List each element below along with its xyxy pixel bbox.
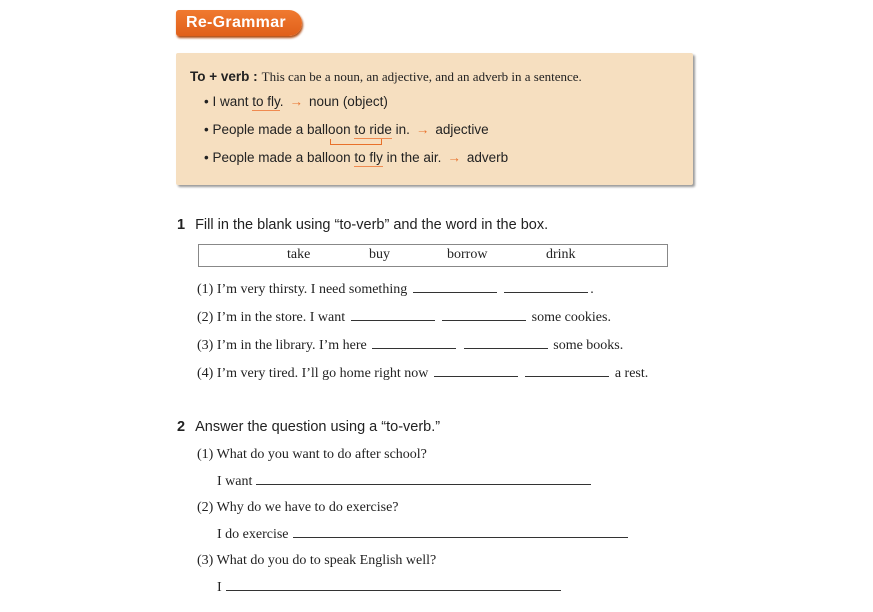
word: take <box>287 247 311 262</box>
example-role: adverb <box>466 150 509 165</box>
arrow-right-icon: → <box>289 94 304 109</box>
section1-heading <box>177 217 548 233</box>
answer-start: I <box>217 580 222 595</box>
question-text: (1) What do you want to do after school? <box>197 447 427 462</box>
example-noun <box>204 94 388 109</box>
item-text: (3) I’m in the library. I’m here <box>197 338 367 353</box>
item-text: some books. <box>553 338 624 353</box>
example-target: to fly <box>252 94 280 109</box>
blank-input[interactable] <box>351 308 435 321</box>
section2-heading <box>177 419 440 435</box>
section-title-tab: Re-Grammar <box>176 10 302 36</box>
example-role: adjective <box>435 122 489 137</box>
example-text: . <box>279 94 284 109</box>
exercise-item <box>197 336 623 354</box>
exercise-item <box>197 364 648 382</box>
example-text: in. <box>391 122 410 137</box>
example-adjective <box>204 122 489 137</box>
example-role: noun (object) <box>309 94 388 109</box>
question-text: (3) What do you do to speak English well? <box>197 553 437 568</box>
blank-input[interactable] <box>525 364 609 377</box>
section-number: 1 <box>177 217 186 233</box>
answer-input[interactable] <box>293 525 628 538</box>
item-text: (1) I’m very thirsty. I need something <box>197 282 408 297</box>
exercise-item <box>197 280 594 298</box>
blank-input[interactable] <box>413 280 497 293</box>
example-text: • I want <box>204 94 253 109</box>
answer-input[interactable] <box>256 472 591 485</box>
word-box <box>198 244 668 267</box>
blank-input[interactable] <box>442 308 526 321</box>
blank-input[interactable] <box>504 280 588 293</box>
example-text: • People made a balloon <box>204 150 355 165</box>
item-text: . <box>590 282 594 297</box>
definition-text: This can be a noun, an adjective, and an adverb in a sentence. <box>261 69 582 84</box>
example-text: • People made a balloon <box>204 122 355 137</box>
question-text: (2) Why do we have to do exercise? <box>197 500 399 515</box>
grammar-box <box>176 53 693 185</box>
item-text: (4) I’m very tired. I’ll go home right now <box>197 366 429 381</box>
example-target: to fly <box>354 150 383 165</box>
answer-start: I do exercise <box>217 527 289 542</box>
example-text: in the air. <box>382 150 442 165</box>
modifier-link-bracket <box>330 139 382 145</box>
example-target: to ride <box>354 122 392 137</box>
word: drink <box>546 247 576 262</box>
item-text: (2) I’m in the store. I want <box>197 310 346 325</box>
answer-line <box>217 578 561 596</box>
answer-start: I want <box>217 474 253 489</box>
arrow-right-icon: → <box>415 122 430 137</box>
blank-input[interactable] <box>372 336 456 349</box>
answer-line <box>217 472 591 490</box>
word: buy <box>369 247 390 262</box>
section-number: 2 <box>177 419 186 435</box>
answer-line <box>217 525 628 543</box>
answer-input[interactable] <box>226 578 561 591</box>
word: borrow <box>447 247 488 262</box>
arrow-right-icon: → <box>447 150 461 165</box>
item-text: some cookies. <box>531 310 611 325</box>
section-instruction: Answer the question using a “to-verb.” <box>195 419 441 435</box>
grammar-term: To + verb : <box>190 69 258 84</box>
blank-input[interactable] <box>464 336 548 349</box>
exercise-item <box>197 308 611 326</box>
section-instruction: Fill in the blank using “to-verb” and the word in the box. <box>195 217 549 233</box>
grammar-definition <box>190 69 582 85</box>
item-text: a rest. <box>614 366 649 381</box>
blank-input[interactable] <box>434 364 518 377</box>
example-adverb <box>204 150 508 165</box>
